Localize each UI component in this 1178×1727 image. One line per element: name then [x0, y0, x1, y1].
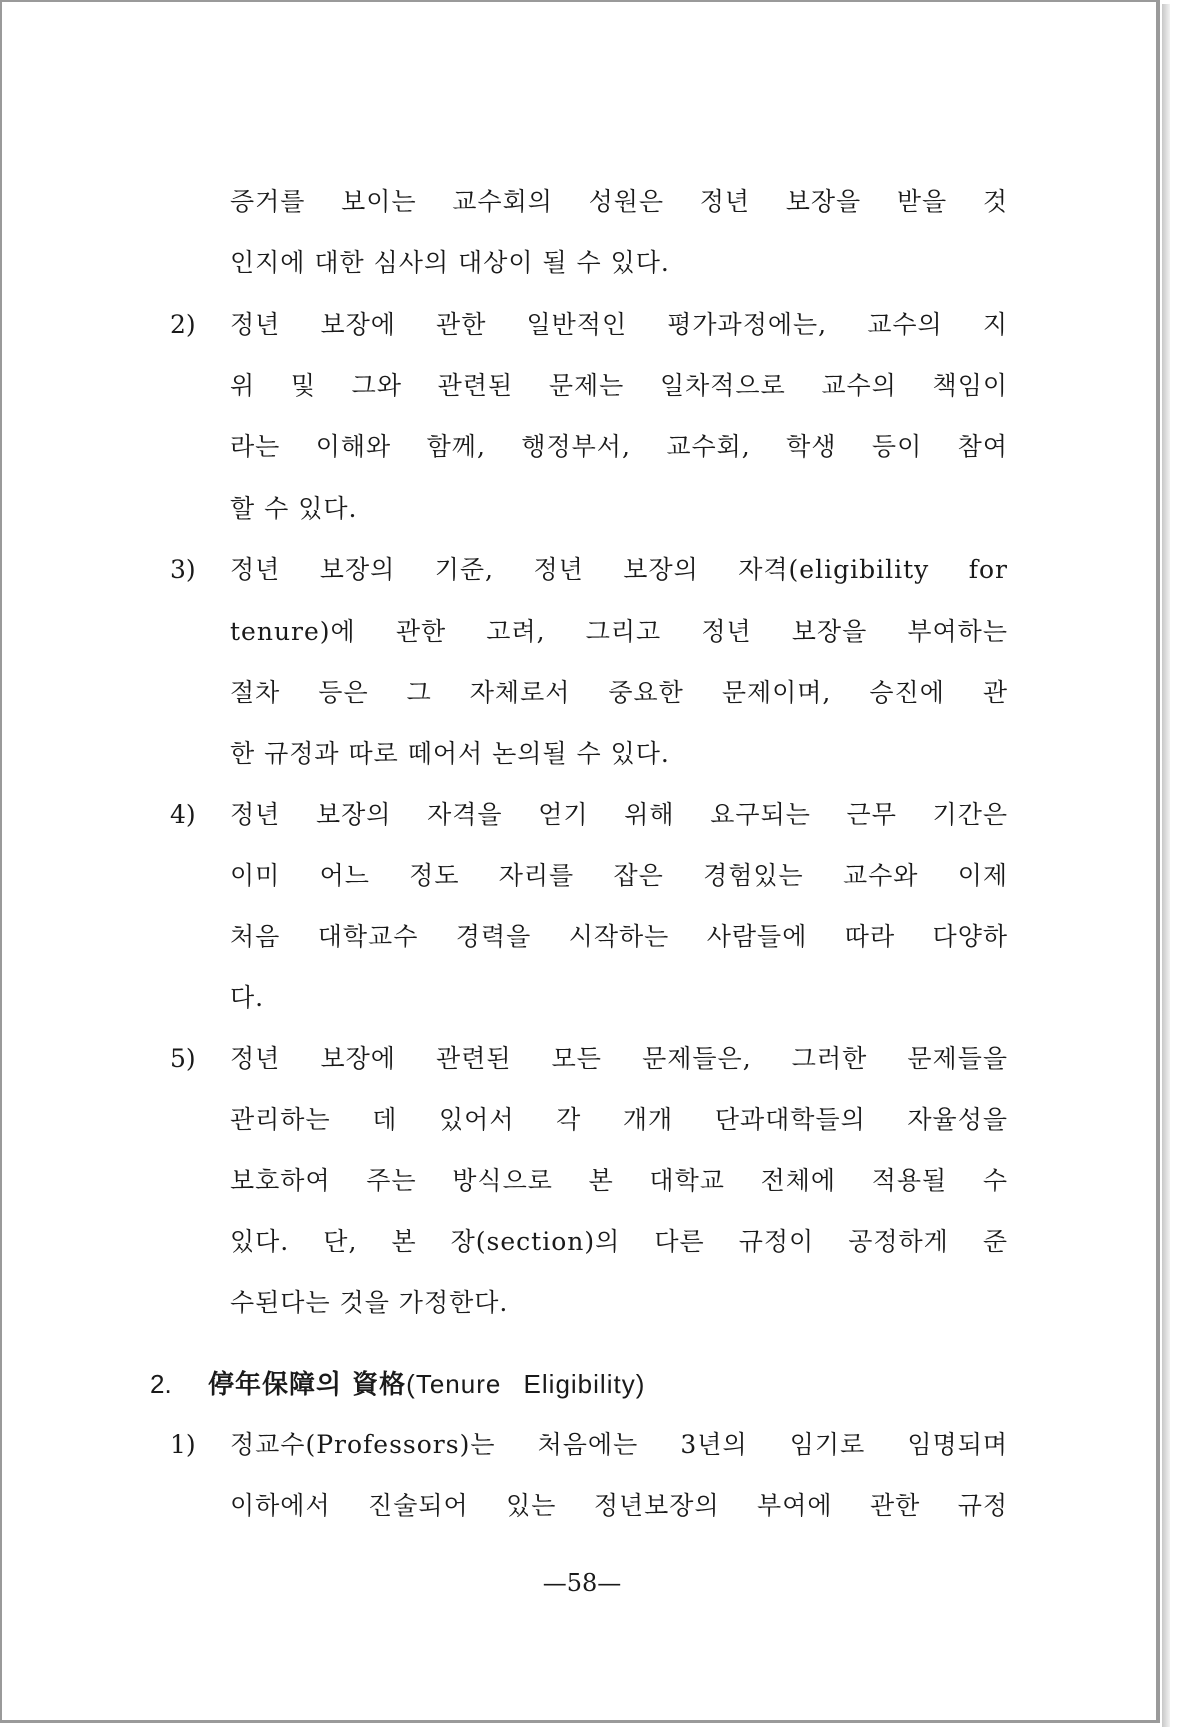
intro-line-1: 증거를 보이는 교수회의 성원은 정년 보장을 받을 것: [230, 187, 1008, 216]
item-3-line-1: 정년 보장의 기준, 정년 보장의 자격(eligibility for: [230, 555, 1008, 584]
intro-line-2: 인지에 대한 심사의 대상이 될 수 있다.: [230, 248, 670, 277]
section-number: 2.: [150, 1369, 172, 1399]
item-5-line-3: 보호하여 주는 방식으로 본 대학교 전체에 적용될 수: [230, 1166, 1008, 1195]
item-2-line-4: 할 수 있다.: [230, 494, 358, 523]
item-4-line-1: 정년 보장의 자격을 얻기 위해 요구되는 근무 기간은: [230, 800, 1008, 829]
item-5-line-1: 정년 보장에 관련된 모든 문제들은, 그러한 문제들을: [230, 1044, 1008, 1073]
item-3-number: 3): [170, 555, 196, 584]
item-5-number: 5): [170, 1044, 196, 1073]
item-2-number: 2): [170, 310, 196, 339]
item-4-number: 4): [170, 800, 196, 829]
item-2-line-2: 위 및 그와 관련된 문제는 일차적으로 교수의 책임이: [230, 371, 1008, 400]
section-title-en: (Tenure Eligibility): [406, 1369, 646, 1399]
page-shadow: [1162, 4, 1170, 1727]
item-5-line-5: 수된다는 것을 가정한다.: [230, 1288, 509, 1317]
item-3-line-4: 한 규정과 따로 떼어서 논의될 수 있다.: [230, 739, 670, 768]
section-item-1-number: 1): [170, 1430, 196, 1459]
section-item-1-line-1: 정교수(Professors)는 처음에는 3년의 임기로 임명되며: [230, 1430, 1008, 1459]
item-3-line-2: tenure)에 관한 고려, 그리고 정년 보장을 부여하는: [230, 617, 1008, 646]
item-4-line-2: 이미 어느 정도 자리를 잡은 경험있는 교수와 이제: [230, 861, 1008, 890]
item-3-line-3: 절차 등은 그 자체로서 중요한 문제이며, 승진에 관: [230, 678, 1008, 707]
item-5-line-2: 관리하는 데 있어서 각 개개 단과대학들의 자율성을: [230, 1105, 1008, 1134]
section-title: 停年保障의 資格: [208, 1370, 407, 1400]
page-number: —58—: [542, 1569, 622, 1597]
item-2-line-1: 정년 보장에 관한 일반적인 평가과정에는, 교수의 지: [230, 310, 1008, 339]
item-4-line-4: 다.: [230, 983, 265, 1012]
section-heading: [150, 1364, 645, 1404]
item-5-line-4: 있다. 단, 본 장(section)의 다른 규정이 공정하게 준: [230, 1227, 1008, 1256]
item-2-line-3: 라는 이해와 함께, 행정부서, 교수회, 학생 등이 참여: [230, 432, 1008, 461]
item-4-line-3: 처음 대학교수 경력을 시작하는 사람들에 따라 다양하: [230, 922, 1008, 951]
section-item-1-line-2: 이하에서 진술되어 있는 정년보장의 부여에 관한 규정: [230, 1491, 1008, 1520]
